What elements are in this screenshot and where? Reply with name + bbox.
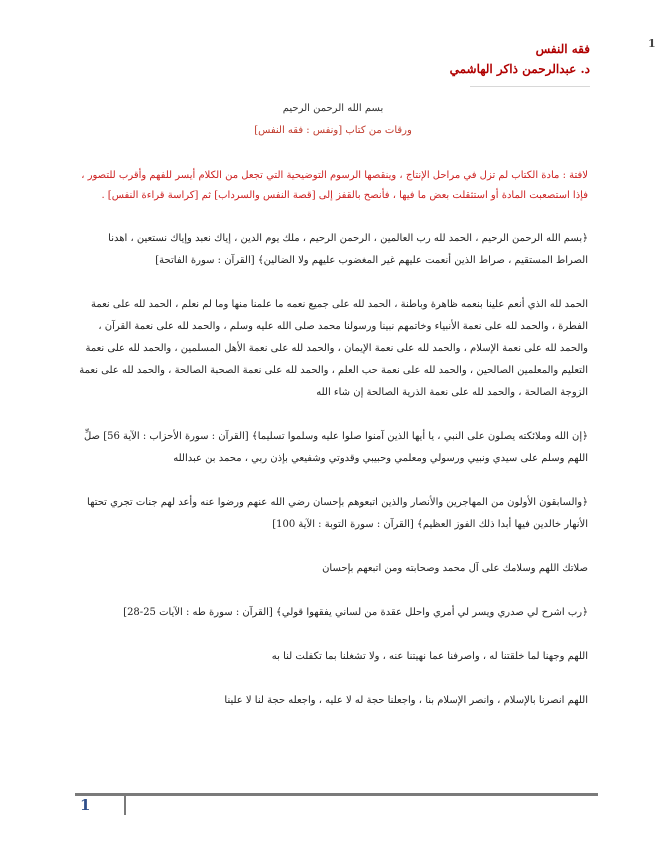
footer-page-number: 1 [80, 796, 91, 814]
paragraph-fatiha: ﴿بسم الله الرحمن الرحيم ، الحمد لله رب العالمين ، الرحمن الرحيم ، ملك يوم الدين ، إياك نعبد وإياك نستعين ، اهدنا الصراط المستقيم ، صراط الذين أنعمت عليهم غير المغضوب عليهم ولا الضالين﴾ [القرآن : سورة الفاتحة] [108, 233, 588, 266]
header-rule [470, 86, 590, 87]
paragraph-tawbah: ﴿والسابقون الأولون من المهاجرين والأنصار والذين اتبعوهم بإحسان رضي الله عنهم ورضوا عنه وأعد لهم جنات تجري تحتها الأنهار خالدين فيها أبدا ذلك الفوز العظيم﴾ [القرآن : سورة التوبة : الآية 100] [87, 497, 588, 530]
header-title: فقه النفس [535, 42, 590, 56]
page-header [190, 40, 590, 80]
paragraph-taha: ﴿رب اشرح لي صدري ويسر لي أمري واحلل عقدة من لساني يفقهوا قولي﴾ [القرآن : سورة طه : الآيات 25-28] [123, 607, 588, 618]
footer-rule [75, 793, 598, 796]
header-author: د. عبدالرحمن ذاكر الهاشمي [449, 62, 590, 76]
paragraph-praise: الحمد لله الذي أنعم علينا بنعمه ظاهرة وباطنة ، الحمد لله على جميع نعمه ما علمنا منها وما لم نعلم ، الحمد لله على نعمة الفطرة ، والحمد لله على نعمة الأنبياء وخاتمهم نبينا ورسولنا محمد صلى الله عليه وسلم ، والحمد لله على نعمة القرآن ، والحمد لله على نعمة الإسلام ، والحمد لله على نعمة الإيمان ، والحمد لله على نعمة الأهل المسلمين ، والحمد لله على نعمة التعليم والمعلمين الصالحين ، والحمد لله على نعمة حب العلم ، والحمد لله على نعمة الصحبة الصالحة ، والحمد لله على نعمة الزوجة الصالحة ، والحمد لله على نعمة الذرية الصالحة إن شاء الله [79, 299, 588, 398]
document-body [78, 98, 588, 712]
edge-page-number: 1 [648, 37, 656, 50]
footer-divider [124, 793, 126, 815]
paragraph-salawat: ﴿إن الله وملائكته يصلون على النبي ، يا أيها الذين آمنوا صلوا عليه وسلموا تسليما﴾ [القرآن : سورة الأحزاب : الآية 56] صلِّ اللهم وسلم على سيدي ونبيي ورسولي ومعلمي وحبيبي وقدوتي وشفيعي بإذن ربي ، محمد بن عبدالله [83, 431, 588, 464]
paragraph-dua-2: اللهم انصرنا بالإسلام ، وانصر الإسلام بنا ، واجعلنا حجة له لا عليه ، واجعله حجة لنا لا علينا [224, 695, 588, 706]
paragraph-dua-1: اللهم وجهنا لما خلقتنا له ، واصرفنا عما نهيتنا عنه ، ولا تشغلنا بما تكفلت لنا به [271, 651, 588, 662]
notice-paragraph: لافتة : مادة الكتاب لم تزل في مراحل الإنتاج ، وينقصها الرسوم التوضيحية التي تجعل من الكلام أيسر للفهم وأقرب للتصور ، فإذا استصعبت المادة أو استثقلت بعض ما فيها ، فأنصح بالقفز إلى [قصة النفس والسرداب] ثم [كراسة قراءة النفس] . [81, 170, 588, 201]
paragraph-salat-aal: صلاتك اللهم وسلامك على آل محمد وصحابته ومن اتبعهم بإحسان [322, 563, 588, 574]
basmala: بسم الله الرحمن الرحيم [282, 103, 384, 114]
book-subtitle: ورقات من كتاب [ونفس : فقه النفس] [254, 125, 412, 136]
